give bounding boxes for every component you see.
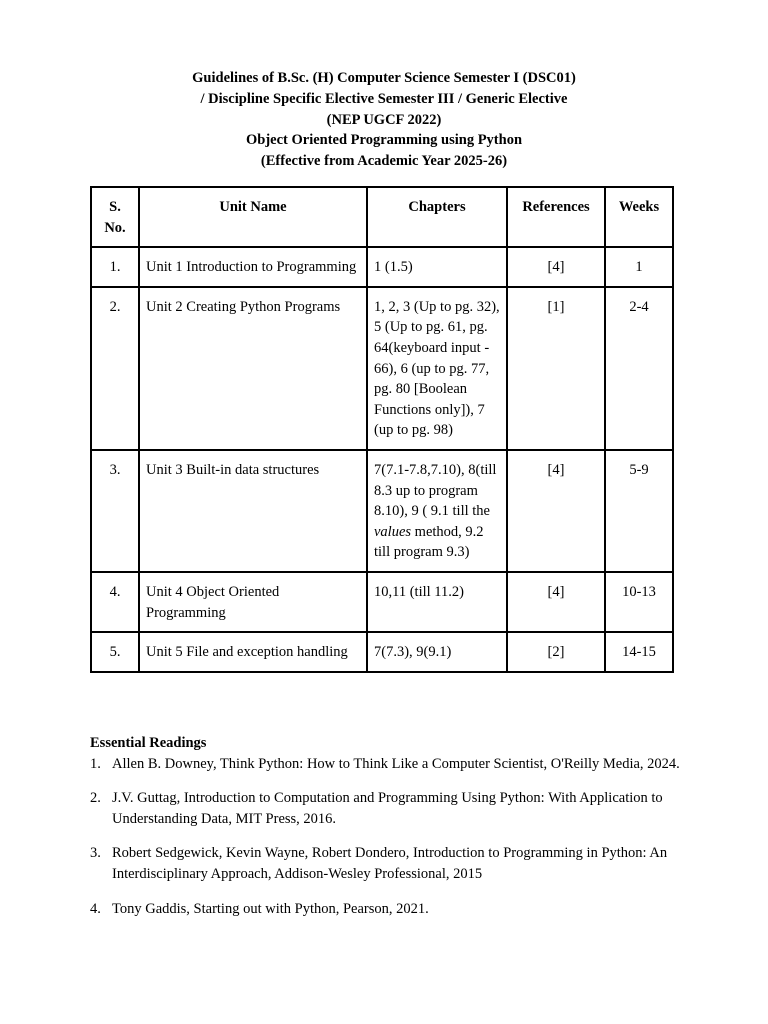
list-item bbox=[90, 788, 680, 829]
cell-references: [4] bbox=[507, 247, 605, 287]
col-header-references: References bbox=[507, 187, 605, 247]
header-line-2: / Discipline Specific Elective Semester III / Generic Elective bbox=[200, 90, 568, 107]
cell-chapters bbox=[367, 450, 507, 572]
cell-references: [1] bbox=[507, 287, 605, 450]
header-line-3: (NEP UGCF 2022) bbox=[326, 111, 442, 128]
cell-chapters: 7(7.3), 9(9.1) bbox=[367, 632, 507, 672]
col-header-unit-name: Unit Name bbox=[139, 187, 367, 247]
table-row bbox=[91, 632, 673, 672]
units-table bbox=[90, 186, 674, 673]
header-line-1: Guidelines of B.Sc. (H) Computer Science Semester I (DSC01) bbox=[192, 70, 576, 86]
cell-references: [4] bbox=[507, 572, 605, 632]
cell-sno: 4. bbox=[91, 572, 139, 632]
list-item-text: Tony Gaddis, Starting out with Python, Pearson, 2021. bbox=[112, 900, 429, 917]
cell-weeks: 2-4 bbox=[605, 287, 673, 450]
effective-year: (Effective from Academic Year 2025-26) bbox=[260, 153, 508, 170]
col-header-chapters: Chapters bbox=[367, 187, 507, 247]
cell-chapters: 1 (1.5) bbox=[367, 247, 507, 287]
table-header-row bbox=[91, 187, 673, 247]
table-row bbox=[91, 450, 673, 572]
document-header bbox=[0, 68, 768, 172]
cell-chapters: 1, 2, 3 (Up to pg. 32), 5 (Up to pg. 61, pg. 64(keyboard input - 66), 6 (up to pg. 77, pg. 80 [Boolean Functions only]), 7 (up to pg. 98) bbox=[367, 287, 507, 450]
cell-sno: 3. bbox=[91, 450, 139, 572]
table-row bbox=[91, 572, 673, 632]
list-item-number: 3. bbox=[90, 845, 101, 862]
cell-unit-name: Unit 1 Introduction to Programming bbox=[139, 247, 367, 287]
cell-weeks: 14-15 bbox=[605, 632, 673, 672]
cell-chapters: 10,11 (till 11.2) bbox=[367, 572, 507, 632]
cell-references: [4] bbox=[507, 450, 605, 572]
list-item-text: Robert Sedgewick, Kevin Wayne, Robert Dondero, Introduction to Programming in Python: An Interdisciplinary Approach, Addison-Wesley Professional, 2015 bbox=[112, 845, 668, 882]
cell-sno: 2. bbox=[91, 287, 139, 450]
list-item bbox=[90, 899, 680, 920]
cell-weeks: 5-9 bbox=[605, 450, 673, 572]
list-item-text: J.V. Guttag, Introduction to Computation and Programming Using Python: With Application to Understanding Data, MIT Press, 2016. bbox=[112, 790, 663, 827]
cell-weeks: 10-13 bbox=[605, 572, 673, 632]
table-row bbox=[91, 247, 673, 287]
essential-readings bbox=[90, 733, 680, 933]
col-header-weeks: Weeks bbox=[605, 187, 673, 247]
chapters-text-emphasis: values bbox=[374, 523, 412, 540]
list-item-number: 1. bbox=[90, 755, 101, 772]
list-item-number: 4. bbox=[90, 900, 101, 917]
chapters-text-a: 7(7.1-7.8,7.10), 8(till 8.3 up to program 8.10), 9 ( 9.1 till the bbox=[374, 461, 497, 520]
course-title: Object Oriented Programming using Python bbox=[245, 132, 523, 149]
list-item bbox=[90, 843, 680, 884]
cell-weeks: 1 bbox=[605, 247, 673, 287]
cell-unit-name: Unit 5 File and exception handling bbox=[139, 632, 367, 672]
list-item-text: Allen B. Downey, Think Python: How to Think Like a Computer Scientist, O'Reilly Media, 2024. bbox=[112, 755, 680, 772]
readings-heading: Essential Readings bbox=[90, 735, 207, 751]
list-item bbox=[90, 754, 680, 775]
list-item-number: 2. bbox=[90, 790, 101, 807]
cell-unit-name: Unit 3 Built-in data structures bbox=[139, 450, 367, 572]
cell-sno: 1. bbox=[91, 247, 139, 287]
col-header-sno: S. No. bbox=[91, 187, 139, 247]
cell-unit-name: Unit 2 Creating Python Programs bbox=[139, 287, 367, 450]
cell-unit-name: Unit 4 Object Oriented Programming bbox=[139, 572, 367, 632]
chapters-text-b: method, 9.2 till program 9.3) bbox=[374, 523, 484, 561]
table-row bbox=[91, 287, 673, 450]
cell-sno: 5. bbox=[91, 632, 139, 672]
cell-references: [2] bbox=[507, 632, 605, 672]
